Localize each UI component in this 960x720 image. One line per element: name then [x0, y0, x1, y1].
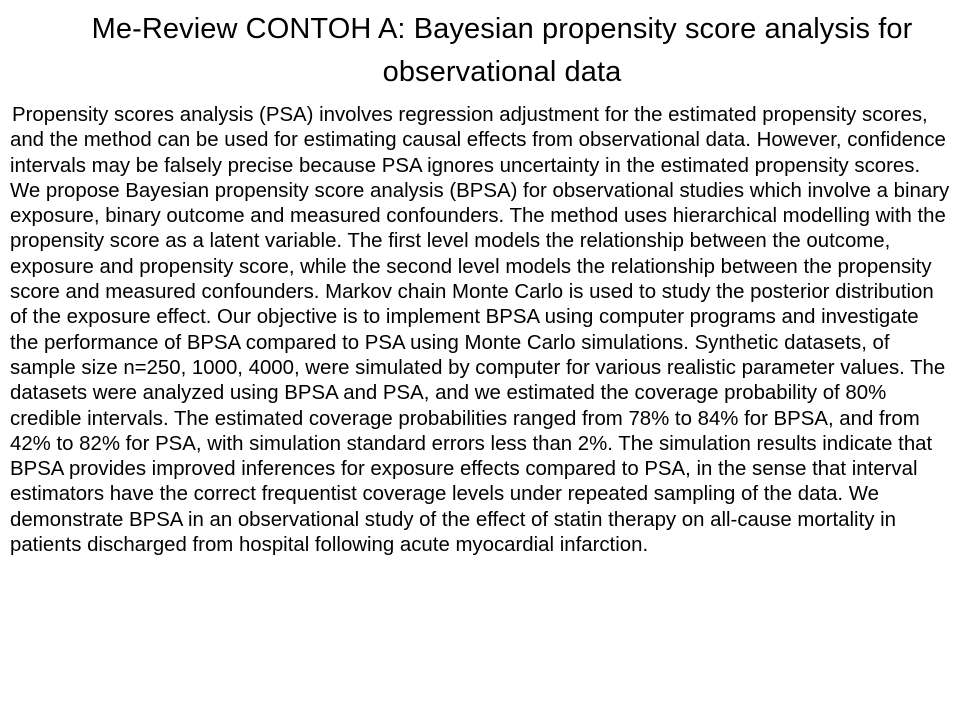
abstract-paragraph: Propensity scores analysis (PSA) involves regression adjustment for the estimated propensity scores, and the method can be used for estimating causal effects from observational data. However, confidence intervals may be falsely precise because PSA ignores uncertainty in the estimated propensity scores. We propose Bayesian propensity score analysis (BPSA) for observational studies which involve a binary exposure, binary outcome and measured confounders. The method uses hierarchical modelling with the propensity score as a latent variable. The first level models the relationship between the outcome, exposure and propensity score, while the second level models the relationship between the propensity score and measured confounders. Markov chain Monte Carlo is used to study the posterior distribution of the exposure effect. Our objective is to implement BPSA using computer programs and investigate the performance of BPSA compared to PSA using Monte Carlo simulations. Synthetic datasets, of sample size n=250, 1000, 4000, were simulated by computer for various realistic parameter values. The datasets were analyzed using BPSA and PSA, and we estimated the coverage probability of 80% credible intervals. The estimated coverage probabilities ranged from 78% to 84% for BPSA, and from 42% to 82% for PSA, with simulation standard errors less than 2%. The simulation results indicate that BPSA provides improved inferences for exposure effects compared to PSA, in the sense that interval estimators have the correct frequentist coverage levels under repeated sampling of the data. We demonstrate BPSA in an observational study of the effect of statin therapy on all-cause mortality in patients discharged from hospital following acute myocardial infarction.	[10, 104, 950, 557]
slide-title: Me-Review CONTOH A: Bayesian propensity score analysis for observational data	[91, 13, 913, 88]
